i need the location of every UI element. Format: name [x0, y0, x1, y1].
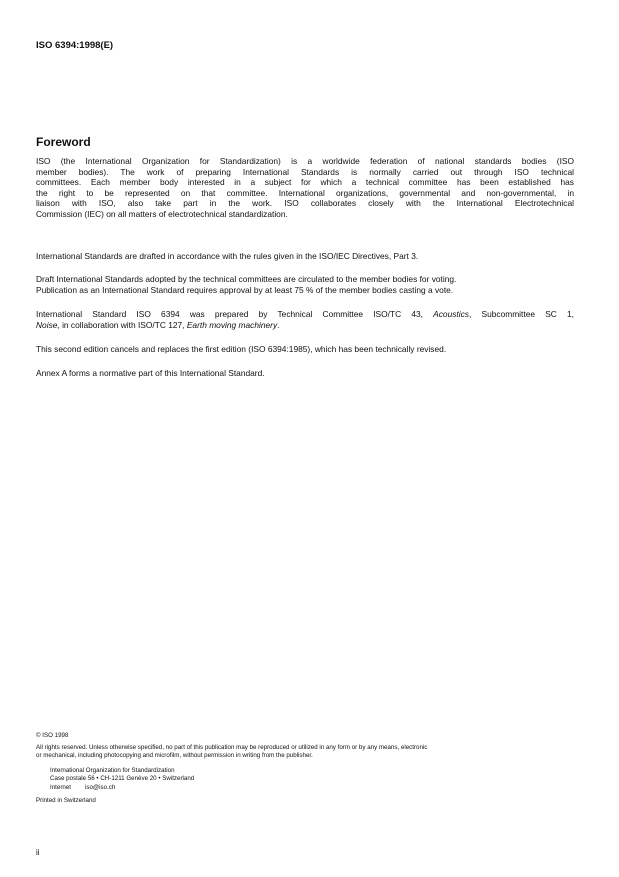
text-line: Publication as an International Standard requires approval by at least 75 % of the member bodies casting a vote.: [36, 284, 454, 295]
internet-label: Internet: [50, 783, 71, 791]
foreword-paragraph-1: [36, 156, 574, 220]
text-line: committees. Each member body interested in a subject for which a technical committee has been established has: [36, 177, 574, 188]
foreword-paragraph-4: [36, 309, 574, 330]
foreword-paragraph-3: [36, 274, 574, 295]
text: International Standard ISO 6394 was prepared by Technical Committee ISO/TC 43,: [36, 309, 434, 319]
document-id: ISO 6394:1998(E): [36, 40, 114, 51]
text-line: liaison with ISO, also take part in the work. ISO collaborates closely with the International Electrotechnical: [36, 198, 574, 209]
text: , Subcommittee SC 1,: [468, 309, 574, 319]
printed-in: Printed in Switzerland: [36, 797, 96, 804]
text-line: or mechanical, including photocopying and microfilm, without permission in writing from the publisher.: [36, 752, 313, 760]
copyright-notice: © ISO 1998: [36, 732, 69, 739]
section-title: Foreword: [36, 135, 91, 149]
text: , in collaboration with ISO/TC 127,: [57, 319, 187, 330]
text-line: All rights reserved. Unless otherwise specified, no part of this publication may be reproduced or utilized in any form or by any means, electronic: [36, 744, 428, 751]
postal-address: Case postale 56 • CH-1211 Genève 20 • Switzerland: [50, 775, 195, 783]
org-name: International Organization for Standardization: [50, 767, 175, 774]
committee-name: Acoustics: [433, 309, 469, 319]
page-number: ii: [36, 848, 40, 857]
rights-statement: [36, 744, 586, 761]
foreword-paragraph-2: International Standards are drafted in accordance with the rules given in the ISO/IEC Directives, Part 3.: [36, 251, 419, 261]
committee-name: Earth moving machinery: [186, 319, 278, 330]
text-line: ISO (the International Organization for Standardization) is a worldwide federation of national standards bodies (ISO: [36, 156, 574, 166]
foreword-paragraph-5: This second edition cancels and replaces the first edition (ISO 6394:1985), which has been technically revised.: [36, 344, 447, 354]
publisher-address: [36, 767, 194, 792]
subcommittee-name: Noise: [36, 319, 58, 330]
text: .: [277, 319, 280, 330]
text-line: member bodies). The work of preparing International Standards is normally carried out through ISO technical: [36, 166, 574, 177]
text-line: Draft International Standards adopted by the technical committees are circulated to the member bodies for voting.: [36, 274, 457, 284]
foreword-paragraph-6: Annex A forms a normative part of this International Standard.: [36, 368, 265, 378]
text-line: the right to be represented on that committee. International organizations, governmental and non-governmental, in: [36, 187, 574, 198]
text-line: Commission (IEC) on all matters of electrotechnical standardization.: [36, 208, 288, 219]
email-link[interactable]: iso@iso.ch: [84, 783, 116, 791]
